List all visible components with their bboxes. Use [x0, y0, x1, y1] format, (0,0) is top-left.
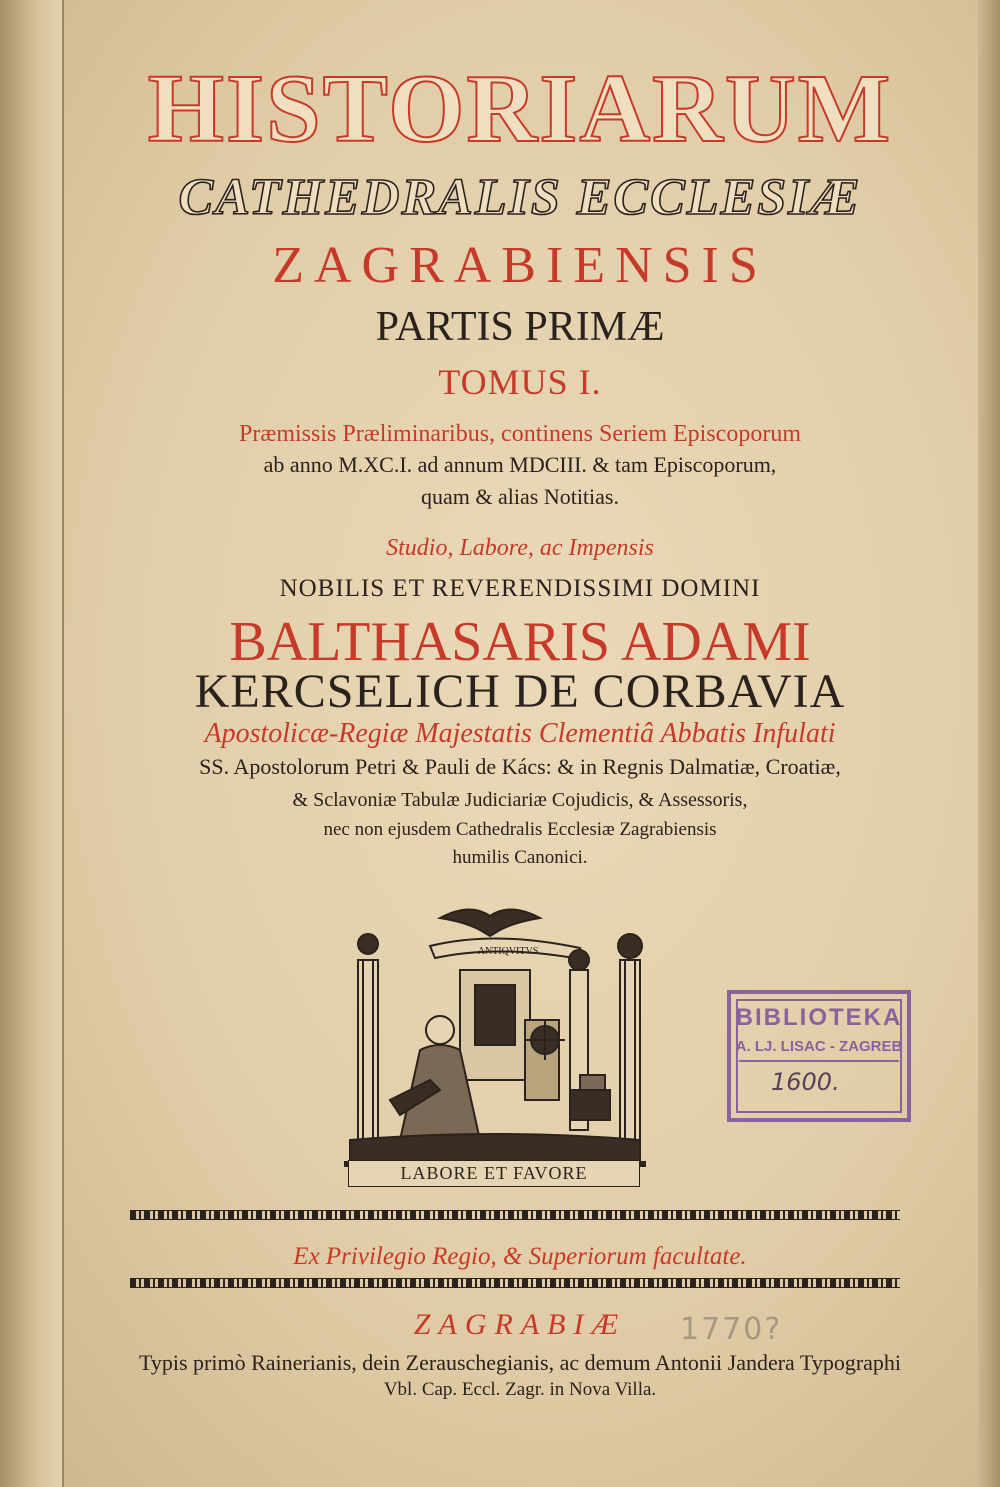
imprint-printer-line-2: Vbl. Cap. Eccl. Zagr. in Nova Villa.	[383, 1379, 657, 1400]
author-name-line-2: KERCSELICH DE CORBAVIA	[194, 665, 846, 718]
ornamental-rule-bottom	[130, 1278, 900, 1288]
author-titles-line-2: SS. Apostolorum Petri & Pauli de Kács: & in Regnis Dalmatiæ, Croatiæ,	[199, 754, 841, 779]
description-line-2: ab anno M.XC.I. ad annum MDCIII. & tam Episcoporum,	[263, 452, 777, 477]
pencil-annotation: 1770?	[680, 1312, 783, 1347]
book-title: HISTORIARUM	[147, 55, 893, 163]
library-stamp	[727, 990, 911, 1122]
subtitle-cathedralis: CATHEDRALIS ECCLESIÆ	[178, 169, 862, 226]
subtitle-zagrabiensis: ZAGRABIENSIS	[272, 237, 768, 294]
ornamental-rule-top	[130, 1210, 900, 1220]
studio-line: Studio, Labore, ac Impensis	[386, 535, 654, 561]
author-titles-line-5: humilis Canonici.	[452, 847, 588, 868]
woodcut-motto: LABORE ET FAVORE	[348, 1160, 640, 1187]
nobilis-line: NOBILIS ET REVERENDISSIMI DOMINI	[279, 575, 761, 602]
stamp-divider	[739, 1060, 899, 1062]
author-titles-line-1: Apostolicæ-Regiæ Majestatis Clementiâ Abbatis Infulati	[204, 718, 836, 749]
description-line-3: quam & alias Notitias.	[421, 484, 619, 509]
author-name-line-1: BALTHASARIS ADAMI	[229, 611, 811, 673]
stamp-number: 1600.	[771, 1068, 840, 1096]
stamp-owner: A. LJ. LISAC - ZAGREB	[735, 1038, 903, 1055]
author-titles-line-3: & Sclavoniæ Tabulæ Judiciariæ Cojudicis, & Assessoris,	[292, 789, 748, 811]
volume-line: TOMUS I.	[438, 362, 602, 402]
privilege-line: Ex Privilegio Regio, & Superiorum facultate.	[293, 1243, 747, 1270]
description-line-1: Præmissis Præliminaribus, continens Seriem Episcoporum	[239, 421, 801, 447]
page-left-edge	[0, 0, 64, 1487]
imprint-printer-line-1: Typis primò Rainerianis, dein Zerauschegianis, ac demum Antonii Jandera Typographi	[138, 1350, 902, 1375]
part-line: PARTIS PRIMÆ	[375, 304, 665, 350]
banner-text: ANTIQVITVS	[477, 946, 539, 957]
stamp-library-name: BIBLIOTEKA	[735, 1004, 903, 1031]
printer-device-woodcut	[330, 900, 660, 1200]
author-titles-line-4: nec non ejusdem Cathedralis Ecclesiæ Zagrabiensis	[323, 819, 717, 840]
imprint-city: ZAGRABIÆ	[413, 1308, 627, 1341]
page-right-edge	[978, 0, 1000, 1487]
